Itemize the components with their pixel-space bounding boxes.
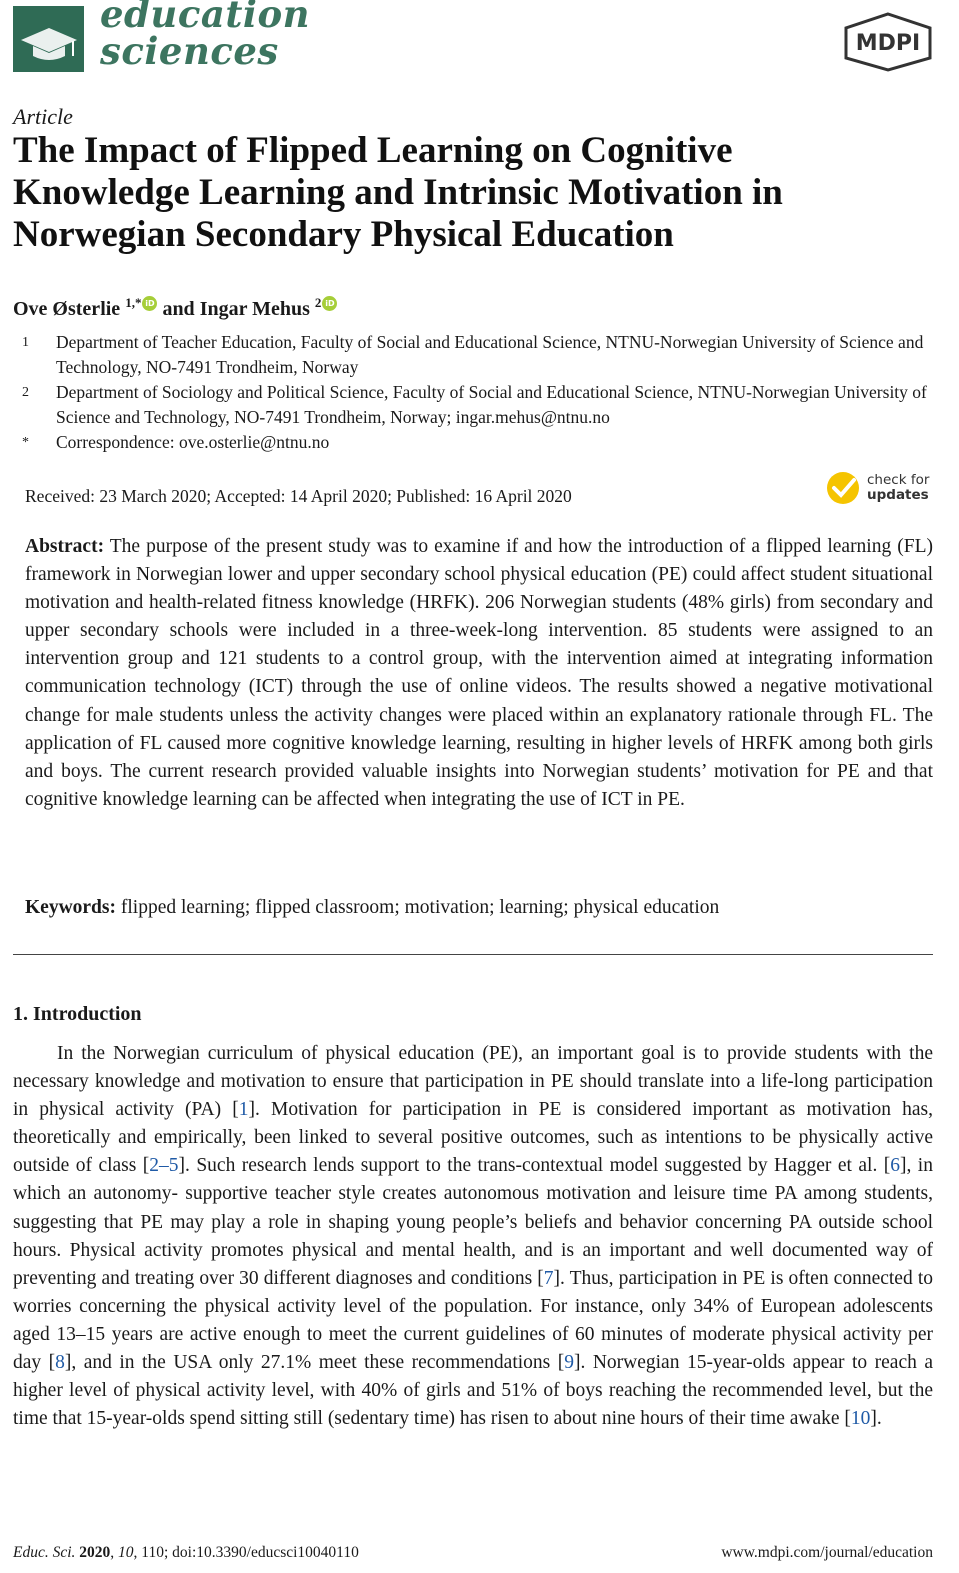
orcid-icon[interactable]: iD: [322, 296, 337, 311]
citation-footer: Educ. Sci. 2020, 10, 110; doi:10.3390/educsci10040110: [13, 1544, 359, 1561]
publisher-logo: [842, 12, 934, 72]
author-connector: and: [162, 298, 195, 320]
paper-title: The Impact of Flipped Learning on Cognitive Knowledge Learning and Intrinsic Motivation in Norwegian Secondary Physical Education: [13, 130, 783, 255]
intro-text: ]. Norwegian 15-year-olds appear to reach a higher level of physical activity level, with 40% of girls and 51% of boys reaching the recommended level, but the time that 15-year-olds spend sitting still (sedentary time) has risen to about nine hours of their time awake [: [13, 1352, 933, 1430]
article-type: Article: [13, 104, 73, 129]
footer-doi: , 110; doi:10.3390/educsci10040110: [133, 1544, 359, 1561]
citation-link[interactable]: 7: [543, 1267, 554, 1289]
check-updates-line1: check for: [867, 472, 930, 488]
author-line: [13, 288, 337, 324]
keywords-text: flipped learning; flipped classroom; motivation; learning; physical education: [120, 897, 720, 918]
citation-link[interactable]: 8: [55, 1352, 65, 1374]
citation-link[interactable]: 6: [890, 1155, 900, 1177]
journal-url[interactable]: www.mdpi.com/journal/education: [721, 1544, 933, 1561]
affiliation-item: [22, 330, 934, 380]
affiliation-item: [22, 380, 934, 430]
abstract-label: Abstract:: [25, 536, 105, 557]
publication-dates: Received: 23 March 2020; Accepted: 14 April 2020; Published: 16 April 2020: [25, 486, 572, 506]
abstract-text: The purpose of the present study was to examine if and how the introduction of a flipped learning (FL) framework in Norwegian lower and upper secondary school physical education (PE) could affect student situational motivation and health-related fitness knowledge (HRFK). 206 Norwegian students (48% girls) from secondary and upper secondary schools were included in a three-week-long intervention. 85 students were assigned to an intervention group and 121 students to a control group, with the intervention aimed at integrating information communication technology (ICT) through the use of online videos. The results showed a negative motivational change for male students unless the activity changes were placed within an explanatory rationale through FL. The application of FL caused more cognitive knowledge learning, resulting in higher levels of HRFK among both girls and boys. The current research provided valuable insights into Norwegian students’ motivation for PE and that cognitive knowledge learning can be affected when integrating the use of ICT in PE.: [25, 536, 933, 810]
affiliation-text: Department of Sociology and Political Science, Faculty of Social and Educational Science, NTNU-Norwegian University of Science and Technology, NO-7491 Trondheim, Norway; ingar.mehus@ntnu.no: [56, 382, 927, 427]
author-affiliation-mark: 2: [314, 295, 322, 310]
intro-text: ].: [870, 1408, 882, 1430]
intro-text: ]. Such research lends support to the trans-contextual model suggested by Hagger et al. [: [178, 1155, 891, 1177]
graduation-cap-icon: [13, 6, 84, 72]
affiliation-mark: *: [22, 435, 29, 450]
check-for-updates-button[interactable]: [825, 468, 940, 508]
intro-text: ]. Motivation for participation in PE is considered important as motivation has, theoretically and empirically, been linked to several positive outcomes, such as intentions to be physically active outside of class [: [13, 1099, 933, 1177]
citation-link[interactable]: 9: [564, 1352, 574, 1374]
intro-text: ]. Thus, participation in PE is often connected to worries concerning the physical activity level of the population. For instance, only 34% of European adolescents aged 13–15 years are active enough to meet the current guidelines of 60 minutes of moderate physical activity per day [: [13, 1267, 933, 1374]
journal-name-line2: sciences: [100, 29, 279, 73]
keywords-label: Keywords:: [25, 897, 116, 918]
affiliation-mark: 1: [22, 335, 29, 350]
mdpi-hexagon-icon: [842, 12, 934, 72]
citation-link[interactable]: 2–5: [149, 1155, 179, 1177]
section-heading: 1. Introduction: [13, 1003, 142, 1025]
publisher-name: MDPI: [855, 31, 921, 56]
affiliation-text: Department of Teacher Education, Faculty of Social and Educational Science, NTNU-Norwegian University of Science and Technology, NO-7491 Trondheim, Norway: [56, 332, 924, 377]
check-updates-icon: [825, 470, 861, 506]
journal-abbreviation: Educ. Sci.: [13, 1544, 76, 1561]
journal-logo: [13, 6, 84, 72]
orcid-icon[interactable]: iD: [142, 296, 157, 311]
intro-text: ], and in the USA only 27.1% meet these recommendations [: [64, 1352, 565, 1374]
intro-text: In the Norwegian curriculum of physical education (PE), an important goal is to provide students with the necessary knowledge and motivation to ensure that participation in PE should translate into a life-long participation in physical activity (PA) [: [13, 1043, 933, 1121]
author-affiliation-mark: 1,*: [125, 295, 142, 310]
affiliation-item: [22, 430, 934, 455]
footer-volume: 10: [118, 1544, 134, 1561]
section-divider: [13, 954, 933, 955]
affiliations: [22, 330, 934, 455]
abstract: [25, 533, 933, 814]
check-updates-line2: updates: [867, 487, 929, 503]
correspondence-text: Correspondence: ove.osterlie@ntnu.no: [56, 432, 330, 452]
intro-paragraph: [13, 1040, 933, 1433]
author-name[interactable]: Ingar Mehus: [199, 298, 310, 320]
footer-year: 2020: [79, 1544, 111, 1561]
citation-link[interactable]: 10: [850, 1408, 871, 1430]
affiliation-mark: 2: [22, 385, 29, 400]
check-updates-label: [867, 473, 929, 503]
journal-name: [100, 0, 311, 73]
keywords: [25, 894, 933, 922]
journal-name-line1: education: [100, 0, 311, 36]
citation-link[interactable]: 1: [238, 1099, 249, 1121]
author-name[interactable]: Ove Østerlie: [13, 298, 121, 320]
intro-text: ], in which an autonomy- supportive teacher style creates autonomous motivation and leisure time PA among students, suggesting that PE may play a role in shaping young people’s beliefs and behavior concerning PA outside school hours. Physical activity promotes physical and mental health, and is an important and well documented way of preventing and treating over 30 different diagnoses and conditions [: [13, 1155, 933, 1289]
